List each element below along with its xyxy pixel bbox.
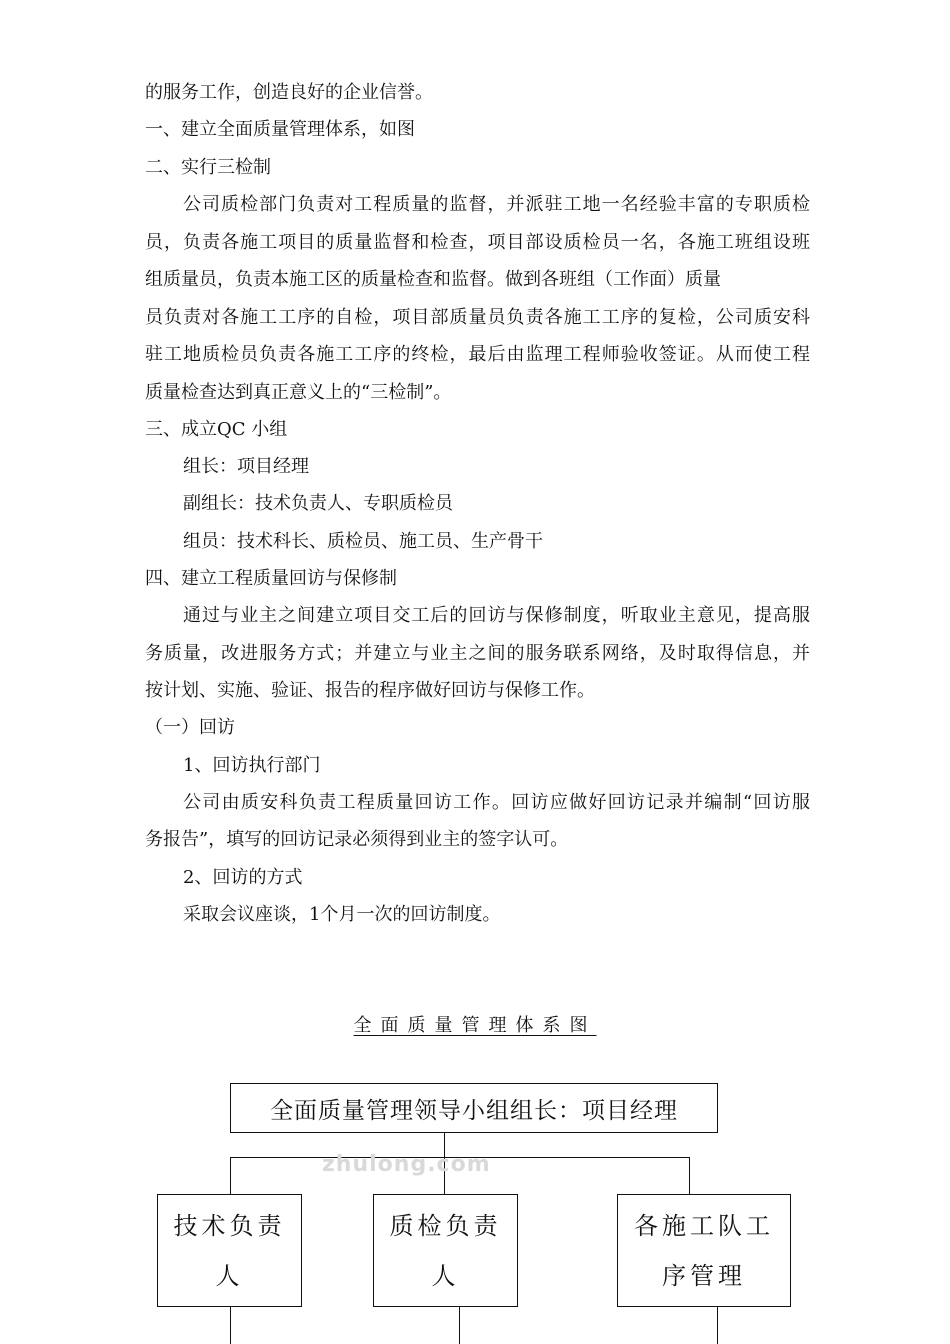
org-chart-title: 全面质量管理体系图	[353, 1015, 597, 1036]
paragraph-line: 组员：技术科长、质检员、施工员、生产骨干	[183, 531, 543, 552]
org-chart-construction-box: 各施工队工 序管理	[617, 1194, 791, 1307]
connector-line	[689, 1157, 690, 1194]
paragraph-line: 公司由质安科负责工程质量回访工作。回访应做好回访记录并编制“回访服	[183, 792, 810, 813]
subsection-heading: 2、回访的方式	[183, 867, 303, 888]
section-heading: 三、成立QC 小组	[145, 419, 288, 440]
paragraph-line: 通过与业主之间建立项目交工后的回访与保修制度，听取业主意见，提高服	[183, 605, 810, 626]
paragraph-line: 的服务工作，创造良好的企业信誉。	[145, 82, 433, 103]
section-heading: 二、实行三检制	[145, 157, 271, 178]
section-heading: 四、建立工程质量回访与保修制	[145, 568, 397, 589]
paragraph-line: 员负责对各施工工序的自检，项目部质量员负责各施工工序的复检，公司质安科	[145, 307, 810, 328]
org-chart-quality-box: 质检负责 人	[373, 1194, 518, 1307]
subsection-heading: （一）回访	[145, 717, 235, 738]
paragraph-line: 驻工地质检员负责各施工工序的终检，最后由监理工程师验收签证。从而使工程	[145, 344, 810, 365]
paragraph-line: 组质量员，负责本施工区的质量检查和监督。做到各班组（工作面）质量	[145, 269, 721, 290]
paragraph-line: 员，负责各施工项目的质量监督和检查，项目部设质检员一名，各施工班组设班	[145, 232, 810, 253]
connector-line	[459, 1307, 460, 1344]
paragraph-line: 副组长：技术负责人、专职质检员	[183, 493, 453, 514]
section-heading: 一、建立全面质量管理体系，如图	[145, 119, 415, 140]
paragraph-line: 按计划、实施、验证、报告的程序做好回访与保修工作。	[145, 680, 595, 701]
connector-line	[230, 1157, 231, 1194]
paragraph-line: 采取会议座谈，1个月一次的回访制度。	[183, 904, 501, 925]
subsection-heading: 1、回访执行部门	[183, 755, 321, 776]
watermark: zhulong.com	[322, 1152, 491, 1177]
paragraph-line: 务质量，改进服务方式；并建立与业主之间的服务联系网络，及时取得信息，并	[145, 643, 810, 664]
paragraph-line: 公司质检部门负责对工程质量的监督，并派驻工地一名经验丰富的专职质检	[183, 194, 810, 215]
org-chart-top-box: 全面质量管理领导小组组长：项目经理	[230, 1083, 718, 1133]
org-chart-technical-box: 技术负责 人	[157, 1194, 302, 1307]
paragraph-line: 质量检查达到真正意义上的“三检制”。	[145, 382, 452, 403]
connector-line	[230, 1307, 231, 1344]
paragraph-line: 组长：项目经理	[183, 456, 309, 477]
connector-line	[717, 1307, 718, 1344]
paragraph-line: 务报告”，填写的回访记录必须得到业主的签字认可。	[145, 829, 569, 850]
